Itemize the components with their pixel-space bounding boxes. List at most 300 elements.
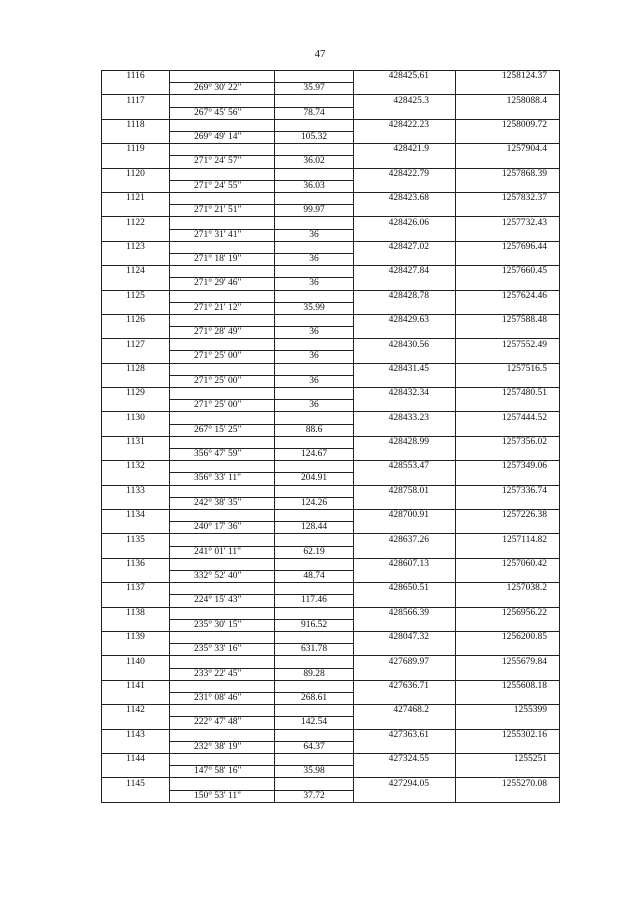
x-coordinate: 428428.99 bbox=[354, 436, 456, 448]
segment-distance: 128.44 bbox=[275, 522, 354, 534]
segment-distance: 105.32 bbox=[275, 131, 354, 143]
bearing-angle: 235° 33' 16" bbox=[170, 644, 275, 656]
x-coordinate: 428430.56 bbox=[354, 339, 456, 351]
empty-cell bbox=[102, 302, 170, 314]
bearing-angle: 222° 47' 48" bbox=[170, 717, 275, 729]
bearing-angle: 267° 15' 25" bbox=[170, 424, 275, 436]
empty-cell bbox=[354, 400, 456, 412]
empty-cell bbox=[275, 363, 354, 375]
point-row bbox=[102, 778, 560, 790]
empty-cell bbox=[102, 790, 170, 802]
empty-cell bbox=[354, 473, 456, 485]
empty-cell bbox=[170, 778, 275, 790]
empty-cell bbox=[456, 522, 560, 534]
segment-distance: 204.91 bbox=[275, 473, 354, 485]
empty-cell bbox=[102, 156, 170, 168]
y-coordinate: 1257060.42 bbox=[456, 558, 560, 570]
segment-distance: 35.98 bbox=[275, 766, 354, 778]
point-row bbox=[102, 680, 560, 692]
empty-cell bbox=[102, 229, 170, 241]
segment-distance: 36 bbox=[275, 351, 354, 363]
x-coordinate: 428637.26 bbox=[354, 534, 456, 546]
y-coordinate: 1257356.02 bbox=[456, 436, 560, 448]
empty-cell bbox=[275, 510, 354, 522]
x-coordinate: 428428.78 bbox=[354, 290, 456, 302]
point-row bbox=[102, 168, 560, 180]
empty-cell bbox=[456, 107, 560, 119]
point-number: 1144 bbox=[102, 753, 170, 765]
segment-distance: 62.19 bbox=[275, 546, 354, 558]
point-number: 1121 bbox=[102, 192, 170, 204]
empty-cell bbox=[456, 741, 560, 753]
y-coordinate: 1257114.82 bbox=[456, 534, 560, 546]
empty-cell bbox=[354, 668, 456, 680]
empty-cell bbox=[456, 571, 560, 583]
empty-cell bbox=[456, 327, 560, 339]
point-row bbox=[102, 290, 560, 302]
segment-distance: 64.37 bbox=[275, 741, 354, 753]
point-row bbox=[102, 534, 560, 546]
point-number: 1141 bbox=[102, 680, 170, 692]
bearing-angle: 150° 53' 11" bbox=[170, 790, 275, 802]
bearing-angle: 231° 08' 46" bbox=[170, 692, 275, 704]
segment-distance: 36 bbox=[275, 253, 354, 265]
point-number: 1120 bbox=[102, 168, 170, 180]
bearing-angle: 240° 17' 36" bbox=[170, 522, 275, 534]
bearing-angle: 271° 31' 41" bbox=[170, 229, 275, 241]
segment-row bbox=[102, 400, 560, 412]
point-row bbox=[102, 461, 560, 473]
segment-row bbox=[102, 449, 560, 461]
x-coordinate: 428426.06 bbox=[354, 217, 456, 229]
empty-cell bbox=[102, 424, 170, 436]
x-coordinate: 428427.84 bbox=[354, 266, 456, 278]
empty-cell bbox=[275, 217, 354, 229]
empty-cell bbox=[354, 253, 456, 265]
x-coordinate: 428431.45 bbox=[354, 363, 456, 375]
empty-cell bbox=[170, 461, 275, 473]
segment-distance: 88.6 bbox=[275, 424, 354, 436]
empty-cell bbox=[275, 266, 354, 278]
y-coordinate: 1257516.5 bbox=[456, 363, 560, 375]
empty-cell bbox=[170, 119, 275, 131]
empty-cell bbox=[102, 83, 170, 95]
empty-cell bbox=[275, 290, 354, 302]
point-number: 1122 bbox=[102, 217, 170, 229]
x-coordinate: 428047.32 bbox=[354, 631, 456, 643]
x-coordinate: 427324.55 bbox=[354, 753, 456, 765]
empty-cell bbox=[275, 339, 354, 351]
empty-cell bbox=[456, 668, 560, 680]
segment-row bbox=[102, 790, 560, 802]
segment-distance: 89.28 bbox=[275, 668, 354, 680]
empty-cell bbox=[456, 717, 560, 729]
bearing-angle: 269° 30' 22" bbox=[170, 83, 275, 95]
empty-cell bbox=[456, 180, 560, 192]
empty-cell bbox=[456, 229, 560, 241]
empty-cell bbox=[354, 790, 456, 802]
empty-cell bbox=[170, 510, 275, 522]
x-coordinate: 427294.05 bbox=[354, 778, 456, 790]
empty-cell bbox=[275, 680, 354, 692]
y-coordinate: 1255302.16 bbox=[456, 729, 560, 741]
empty-cell bbox=[102, 644, 170, 656]
segment-row bbox=[102, 644, 560, 656]
empty-cell bbox=[456, 83, 560, 95]
segment-row bbox=[102, 668, 560, 680]
empty-cell bbox=[102, 766, 170, 778]
empty-cell bbox=[275, 192, 354, 204]
empty-cell bbox=[275, 705, 354, 717]
segment-distance: 36.03 bbox=[275, 180, 354, 192]
empty-cell bbox=[102, 278, 170, 290]
empty-cell bbox=[354, 205, 456, 217]
point-row bbox=[102, 485, 560, 497]
x-coordinate: 427689.97 bbox=[354, 656, 456, 668]
point-row bbox=[102, 656, 560, 668]
bearing-angle: 271° 29' 46" bbox=[170, 278, 275, 290]
empty-cell bbox=[456, 253, 560, 265]
empty-cell bbox=[354, 83, 456, 95]
empty-cell bbox=[170, 631, 275, 643]
segment-distance: 36 bbox=[275, 229, 354, 241]
empty-cell bbox=[275, 778, 354, 790]
empty-cell bbox=[456, 400, 560, 412]
empty-cell bbox=[170, 680, 275, 692]
point-row bbox=[102, 119, 560, 131]
point-row bbox=[102, 583, 560, 595]
segment-distance: 117.46 bbox=[275, 595, 354, 607]
empty-cell bbox=[275, 607, 354, 619]
segment-distance: 36 bbox=[275, 375, 354, 387]
point-row bbox=[102, 363, 560, 375]
segment-row bbox=[102, 180, 560, 192]
point-number: 1135 bbox=[102, 534, 170, 546]
empty-cell bbox=[275, 71, 354, 83]
empty-cell bbox=[170, 388, 275, 400]
point-number: 1131 bbox=[102, 436, 170, 448]
point-row bbox=[102, 314, 560, 326]
segment-distance: 36 bbox=[275, 327, 354, 339]
segment-distance: 99.97 bbox=[275, 205, 354, 217]
empty-cell bbox=[354, 180, 456, 192]
bearing-angle: 242° 38' 35" bbox=[170, 497, 275, 509]
empty-cell bbox=[354, 327, 456, 339]
y-coordinate: 1258124.37 bbox=[456, 71, 560, 83]
point-number: 1127 bbox=[102, 339, 170, 351]
y-coordinate: 1258088.4 bbox=[456, 95, 560, 107]
y-coordinate: 1257732.43 bbox=[456, 217, 560, 229]
point-number: 1142 bbox=[102, 705, 170, 717]
empty-cell bbox=[354, 571, 456, 583]
empty-cell bbox=[456, 546, 560, 558]
bearing-angle: 356° 47' 59" bbox=[170, 449, 275, 461]
point-row bbox=[102, 631, 560, 643]
segment-distance: 631.78 bbox=[275, 644, 354, 656]
empty-cell bbox=[354, 546, 456, 558]
empty-cell bbox=[275, 631, 354, 643]
empty-cell bbox=[102, 375, 170, 387]
empty-cell bbox=[275, 314, 354, 326]
bearing-angle: 235° 30' 15" bbox=[170, 619, 275, 631]
empty-cell bbox=[456, 424, 560, 436]
page-number: 47 bbox=[314, 48, 326, 60]
segment-row bbox=[102, 473, 560, 485]
empty-cell bbox=[102, 253, 170, 265]
empty-cell bbox=[354, 107, 456, 119]
bearing-angle: 271° 24' 55" bbox=[170, 180, 275, 192]
empty-cell bbox=[456, 156, 560, 168]
empty-cell bbox=[170, 339, 275, 351]
y-coordinate: 1255608.18 bbox=[456, 680, 560, 692]
empty-cell bbox=[354, 595, 456, 607]
y-coordinate: 1257226.38 bbox=[456, 510, 560, 522]
empty-cell bbox=[275, 436, 354, 448]
empty-cell bbox=[354, 278, 456, 290]
segment-row bbox=[102, 741, 560, 753]
empty-cell bbox=[275, 558, 354, 570]
segment-distance: 48.74 bbox=[275, 571, 354, 583]
x-coordinate: 428425.61 bbox=[354, 71, 456, 83]
empty-cell bbox=[275, 412, 354, 424]
y-coordinate: 1257868.39 bbox=[456, 168, 560, 180]
empty-cell bbox=[170, 656, 275, 668]
point-row bbox=[102, 558, 560, 570]
bearing-angle: 269° 49' 14" bbox=[170, 131, 275, 143]
segment-distance: 124.67 bbox=[275, 449, 354, 461]
empty-cell bbox=[170, 753, 275, 765]
bearing-angle: 241° 01' 11" bbox=[170, 546, 275, 558]
segment-row bbox=[102, 497, 560, 509]
point-row bbox=[102, 388, 560, 400]
point-row bbox=[102, 71, 560, 83]
empty-cell bbox=[102, 692, 170, 704]
segment-row bbox=[102, 351, 560, 363]
empty-cell bbox=[170, 290, 275, 302]
segment-row bbox=[102, 131, 560, 143]
empty-cell bbox=[275, 144, 354, 156]
point-row bbox=[102, 144, 560, 156]
segment-distance: 37.72 bbox=[275, 790, 354, 802]
segment-distance: 36.02 bbox=[275, 156, 354, 168]
empty-cell bbox=[456, 644, 560, 656]
bearing-angle: 271° 21' 51" bbox=[170, 205, 275, 217]
empty-cell bbox=[354, 424, 456, 436]
point-number: 1136 bbox=[102, 558, 170, 570]
point-number: 1137 bbox=[102, 583, 170, 595]
x-coordinate: 428566.39 bbox=[354, 607, 456, 619]
empty-cell bbox=[275, 656, 354, 668]
segment-row bbox=[102, 424, 560, 436]
x-coordinate: 428553.47 bbox=[354, 461, 456, 473]
empty-cell bbox=[102, 351, 170, 363]
y-coordinate: 1257349.06 bbox=[456, 461, 560, 473]
x-coordinate: 428650.51 bbox=[354, 583, 456, 595]
empty-cell bbox=[102, 131, 170, 143]
y-coordinate: 1255679.84 bbox=[456, 656, 560, 668]
segment-distance: 36 bbox=[275, 278, 354, 290]
empty-cell bbox=[275, 534, 354, 546]
segment-distance: 142.54 bbox=[275, 717, 354, 729]
empty-cell bbox=[354, 497, 456, 509]
point-row bbox=[102, 607, 560, 619]
y-coordinate: 1257624.46 bbox=[456, 290, 560, 302]
empty-cell bbox=[170, 95, 275, 107]
point-number: 1126 bbox=[102, 314, 170, 326]
segment-row bbox=[102, 717, 560, 729]
bearing-angle: 232° 38' 19" bbox=[170, 741, 275, 753]
empty-cell bbox=[102, 717, 170, 729]
empty-cell bbox=[170, 729, 275, 741]
empty-cell bbox=[275, 119, 354, 131]
bearing-angle: 271° 25' 00" bbox=[170, 400, 275, 412]
bearing-angle: 271° 21' 12" bbox=[170, 302, 275, 314]
empty-cell bbox=[170, 192, 275, 204]
empty-cell bbox=[170, 534, 275, 546]
segment-row bbox=[102, 546, 560, 558]
point-row bbox=[102, 217, 560, 229]
segment-row bbox=[102, 205, 560, 217]
y-coordinate: 1255251 bbox=[456, 753, 560, 765]
bearing-angle: 267° 45' 56" bbox=[170, 107, 275, 119]
segment-distance: 916.52 bbox=[275, 619, 354, 631]
point-number: 1118 bbox=[102, 119, 170, 131]
segment-row bbox=[102, 253, 560, 265]
empty-cell bbox=[275, 583, 354, 595]
point-number: 1140 bbox=[102, 656, 170, 668]
empty-cell bbox=[275, 485, 354, 497]
point-row bbox=[102, 510, 560, 522]
bearing-angle: 356° 33' 11" bbox=[170, 473, 275, 485]
segment-row bbox=[102, 619, 560, 631]
x-coordinate: 428758.01 bbox=[354, 485, 456, 497]
empty-cell bbox=[102, 205, 170, 217]
segment-distance: 124.26 bbox=[275, 497, 354, 509]
empty-cell bbox=[456, 131, 560, 143]
bearing-angle: 271° 25' 00" bbox=[170, 351, 275, 363]
empty-cell bbox=[102, 400, 170, 412]
segment-row bbox=[102, 327, 560, 339]
point-number: 1132 bbox=[102, 461, 170, 473]
segment-row bbox=[102, 692, 560, 704]
empty-cell bbox=[354, 302, 456, 314]
point-number: 1125 bbox=[102, 290, 170, 302]
x-coordinate: 428429.63 bbox=[354, 314, 456, 326]
bearing-angle: 271° 18' 19" bbox=[170, 253, 275, 265]
table-body bbox=[102, 71, 560, 803]
y-coordinate: 1258009.72 bbox=[456, 119, 560, 131]
x-coordinate: 428432.34 bbox=[354, 388, 456, 400]
segment-row bbox=[102, 107, 560, 119]
empty-cell bbox=[102, 473, 170, 485]
segment-distance: 78.74 bbox=[275, 107, 354, 119]
point-row bbox=[102, 705, 560, 717]
x-coordinate: 428421.9 bbox=[354, 144, 456, 156]
empty-cell bbox=[456, 497, 560, 509]
empty-cell bbox=[275, 241, 354, 253]
x-coordinate: 427636.71 bbox=[354, 680, 456, 692]
empty-cell bbox=[102, 522, 170, 534]
point-number: 1139 bbox=[102, 631, 170, 643]
empty-cell bbox=[170, 363, 275, 375]
bearing-angle: 271° 24' 57" bbox=[170, 156, 275, 168]
empty-cell bbox=[354, 156, 456, 168]
empty-cell bbox=[354, 229, 456, 241]
point-row bbox=[102, 729, 560, 741]
empty-cell bbox=[170, 412, 275, 424]
point-row bbox=[102, 192, 560, 204]
x-coordinate: 428427.02 bbox=[354, 241, 456, 253]
point-number: 1145 bbox=[102, 778, 170, 790]
empty-cell bbox=[456, 766, 560, 778]
point-number: 1133 bbox=[102, 485, 170, 497]
y-coordinate: 1257038.2 bbox=[456, 583, 560, 595]
empty-cell bbox=[354, 131, 456, 143]
segment-row bbox=[102, 278, 560, 290]
y-coordinate: 1257480.51 bbox=[456, 388, 560, 400]
empty-cell bbox=[275, 461, 354, 473]
point-number: 1119 bbox=[102, 144, 170, 156]
empty-cell bbox=[456, 278, 560, 290]
empty-cell bbox=[102, 180, 170, 192]
empty-cell bbox=[354, 351, 456, 363]
empty-cell bbox=[456, 302, 560, 314]
empty-cell bbox=[456, 595, 560, 607]
empty-cell bbox=[170, 241, 275, 253]
point-number: 1138 bbox=[102, 607, 170, 619]
segment-distance: 35.99 bbox=[275, 302, 354, 314]
empty-cell bbox=[354, 692, 456, 704]
x-coordinate: 428422.23 bbox=[354, 119, 456, 131]
empty-cell bbox=[102, 668, 170, 680]
empty-cell bbox=[275, 753, 354, 765]
y-coordinate: 1257552.49 bbox=[456, 339, 560, 351]
point-number: 1143 bbox=[102, 729, 170, 741]
empty-cell bbox=[354, 766, 456, 778]
empty-cell bbox=[170, 314, 275, 326]
bearing-angle: 271° 25' 00" bbox=[170, 375, 275, 387]
empty-cell bbox=[354, 619, 456, 631]
segment-row bbox=[102, 595, 560, 607]
segment-row bbox=[102, 571, 560, 583]
point-number: 1128 bbox=[102, 363, 170, 375]
point-row bbox=[102, 753, 560, 765]
empty-cell bbox=[102, 327, 170, 339]
y-coordinate: 1257660.45 bbox=[456, 266, 560, 278]
empty-cell bbox=[102, 619, 170, 631]
empty-cell bbox=[170, 583, 275, 595]
y-coordinate: 1257696.44 bbox=[456, 241, 560, 253]
x-coordinate: 427363.61 bbox=[354, 729, 456, 741]
point-number: 1117 bbox=[102, 95, 170, 107]
empty-cell bbox=[170, 217, 275, 229]
empty-cell bbox=[275, 168, 354, 180]
y-coordinate: 1256200.85 bbox=[456, 631, 560, 643]
empty-cell bbox=[275, 95, 354, 107]
point-row bbox=[102, 436, 560, 448]
empty-cell bbox=[456, 790, 560, 802]
x-coordinate: 428607.13 bbox=[354, 558, 456, 570]
empty-cell bbox=[102, 571, 170, 583]
empty-cell bbox=[456, 351, 560, 363]
point-number: 1129 bbox=[102, 388, 170, 400]
y-coordinate: 1257444.52 bbox=[456, 412, 560, 424]
segment-row bbox=[102, 766, 560, 778]
empty-cell bbox=[170, 485, 275, 497]
empty-cell bbox=[102, 595, 170, 607]
empty-cell bbox=[354, 375, 456, 387]
empty-cell bbox=[456, 205, 560, 217]
